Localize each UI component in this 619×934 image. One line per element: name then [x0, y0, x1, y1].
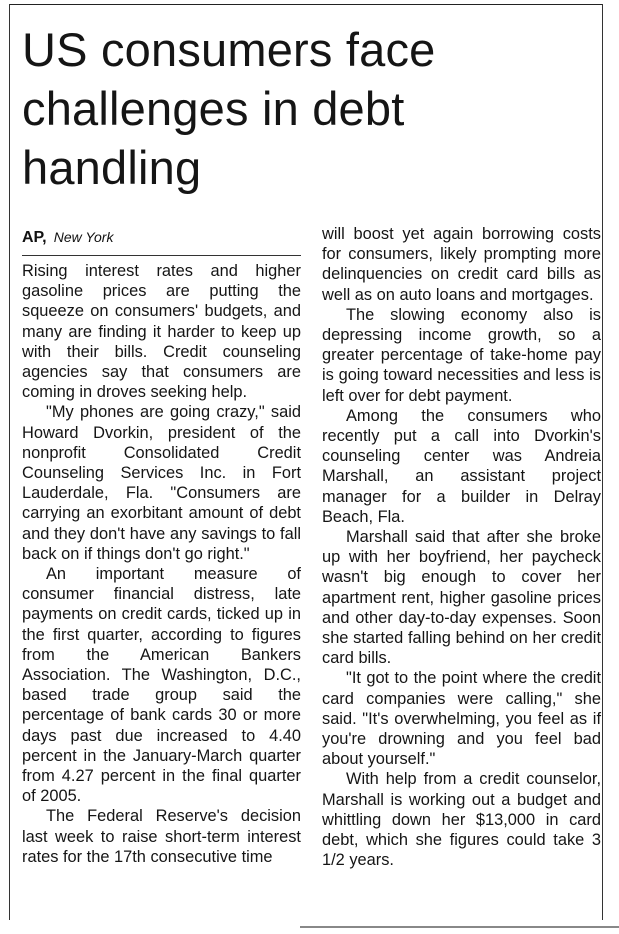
paragraph-marshall-breakup: Marshall said that after she broke up with her boyfriend, her paycheck wasn't big enough to cover her apartment rent, higher gasoline prices and other day-to-day expenses. Soon she started falling behind on her credit card bills. [322, 528, 601, 668]
article-headline: US consumers face challenges in debt handling [22, 23, 436, 194]
paragraph-borrowing-costs: will boost yet again borrowing costs for consumers, likely prompting more delinquencies on credit card bills as well as on auto loans and mortgages. [322, 225, 601, 304]
paragraph-consumers-calls: Among the consumers who recently put a call into Dvorkin's counseling center was Andreia Marshall, an assistant project manager for a builder in Delray Beach, Fla. [322, 406, 601, 526]
top-rule [10, 4, 602, 5]
byline-agency: AP, [22, 229, 47, 246]
article-column-right [322, 224, 601, 871]
byline-rule [22, 255, 301, 256]
right-frame-line [602, 4, 603, 920]
paragraph-marshall-quote: "It got to the point where the credit card companies were calling," she said. "It's overwhelming, you feel as if you're drowning and you feel bad about yourself." [322, 669, 601, 769]
bottom-edge-line [300, 926, 619, 928]
paragraph-slowing-economy: The slowing economy also is depressing income growth, so a greater percentage of take-home pay is going toward necessities and less is left over for debt payment. [322, 305, 601, 405]
byline [22, 227, 302, 248]
paragraph-lead: Rising interest rates and higher gasoline prices are putting the squeeze on consumers' budgets, and many are finding it harder to keep up with their bills. Credit counseling agencies say that consumers are coming in droves seeking help. [22, 262, 301, 402]
paragraph-late-payments: An important measure of consumer financial distress, late payments on credit cards, ticked up in the first quarter, according to figures from the American Bankers Association. The Washington, D.C., based trade group said the percentage of bank cards 30 or more days past due increased to 4.40 percent in the January-March quarter from 4.27 percent in the final quarter of 2005. [22, 565, 301, 806]
paragraph-federal-reserve: The Federal Reserve's decision last week to raise short-term interest rates for the 17th consecutive time [22, 807, 301, 866]
paragraph-dvorkin-quote: "My phones are going crazy," said Howard Dvorkin, president of the nonprofit Consolidated Credit Counseling Services Inc. in Fort Lauderdale, Fla. "Consumers are carrying an exorbitant amount of debt and they don't have any savings to fall back on if things don't go right." [22, 403, 301, 563]
byline-dateline: New York [53, 229, 114, 245]
left-frame-line [9, 4, 10, 920]
article-column-left [22, 261, 301, 867]
paragraph-counselor-help: With help from a credit counselor, Marshall is working out a budget and whittling down her $13,000 in card debt, which she figures could take 3 1/2 years. [322, 770, 601, 870]
